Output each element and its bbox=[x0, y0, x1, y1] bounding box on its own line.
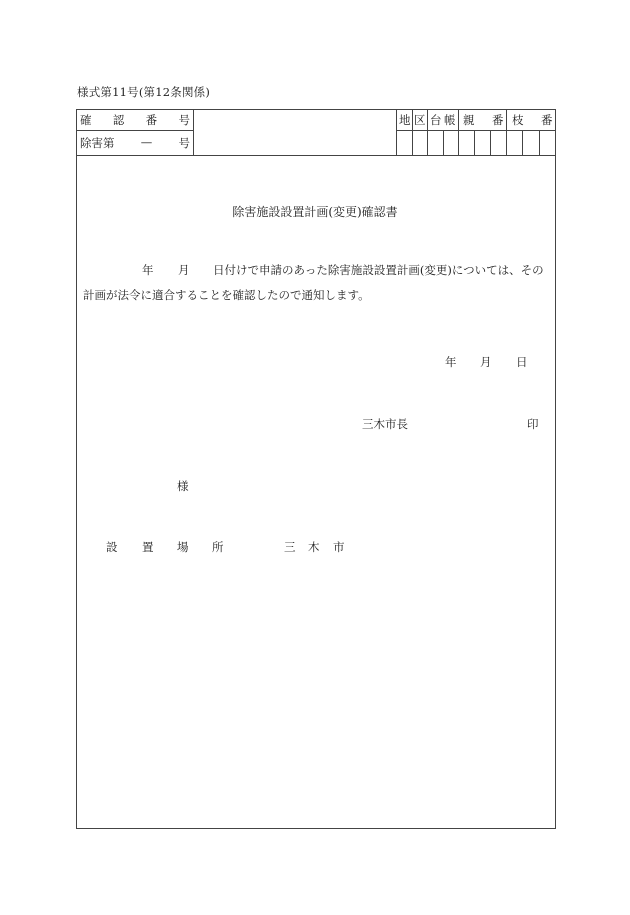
entry-cell bbox=[490, 130, 506, 155]
location-value-char: 三 bbox=[284, 540, 296, 554]
form-number: 様式第11号(第12条関係) bbox=[77, 85, 211, 99]
label-char: 号 bbox=[178, 113, 190, 127]
label-char: 除害第 bbox=[80, 136, 115, 150]
entry-cell bbox=[427, 130, 443, 155]
location-value-char: 市 bbox=[333, 540, 345, 554]
ledger-char-2: 帳 bbox=[444, 113, 456, 127]
label-char: — bbox=[140, 135, 153, 149]
entry-cell bbox=[396, 130, 412, 155]
issuer-name: 三木市長 bbox=[362, 417, 408, 431]
entry-cell bbox=[474, 130, 490, 155]
seal-mark: 印 bbox=[527, 417, 539, 431]
entry-cell bbox=[539, 130, 556, 155]
location-value-char: 木 bbox=[308, 540, 320, 554]
parent-char-1: 親 bbox=[463, 113, 475, 127]
location-label-char: 設 bbox=[106, 540, 118, 554]
date-month: 月 bbox=[480, 355, 492, 369]
confirmation-number-box bbox=[76, 109, 194, 155]
district-char-2: 区 bbox=[414, 113, 426, 127]
body-month: 月 bbox=[178, 263, 190, 277]
location-label-char: 所 bbox=[212, 540, 224, 554]
date-day: 日 bbox=[516, 355, 528, 369]
label-char: 番 bbox=[145, 113, 158, 127]
confirm-number-label bbox=[80, 112, 190, 128]
removal-number-label bbox=[80, 135, 190, 151]
entry-cell bbox=[458, 130, 474, 155]
entry-cell bbox=[522, 130, 539, 155]
box-divider bbox=[76, 130, 193, 131]
entry-cell bbox=[443, 130, 458, 155]
body-line-2: 計画が法令に適合することを確認したので通知します。 bbox=[83, 288, 370, 302]
entry-cell bbox=[412, 130, 427, 155]
branch-char-2: 番 bbox=[541, 113, 553, 127]
date-year: 年 bbox=[445, 355, 457, 369]
label-char: 号 bbox=[178, 136, 190, 150]
header-divider bbox=[76, 155, 556, 156]
parent-char-2: 番 bbox=[492, 113, 504, 127]
location-label-char: 置 bbox=[142, 540, 154, 554]
location-label-char: 場 bbox=[177, 540, 189, 554]
label-char: 認 bbox=[112, 113, 125, 127]
addressee-suffix: 様 bbox=[177, 479, 189, 493]
document-title: 除害施設設置計画(変更)確認書 bbox=[232, 205, 398, 219]
district-char-1: 地 bbox=[399, 113, 411, 127]
body-year: 年 bbox=[142, 263, 154, 277]
ledger-char-1: 台 bbox=[430, 113, 442, 127]
registry-grid bbox=[396, 109, 556, 155]
branch-char-1: 枝 bbox=[512, 113, 524, 127]
entry-cell bbox=[506, 130, 522, 155]
label-char: 確 bbox=[80, 113, 92, 127]
body-text-1: 日付けで申請のあった除害施設設置計画(変更)については、その bbox=[213, 263, 544, 277]
